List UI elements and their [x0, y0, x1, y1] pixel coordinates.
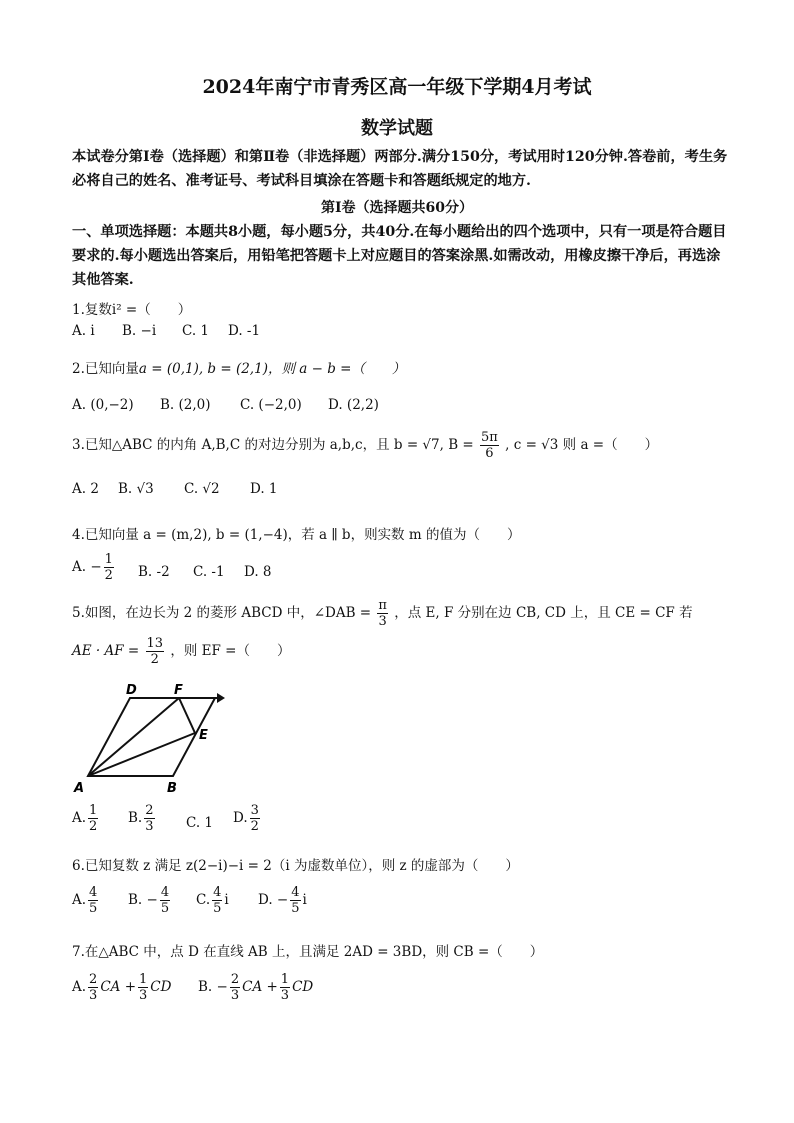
- label-e: E: [199, 728, 208, 743]
- q6-option-c-label: C.: [196, 892, 211, 908]
- q6-option-a: [72, 885, 100, 916]
- q5-option-b: [128, 803, 157, 834]
- q5-option-a-num: 1: [89, 803, 98, 818]
- q6-option-c-suffix: i: [224, 892, 229, 908]
- q6-option-d-suffix: i: [302, 892, 307, 908]
- question-5: [72, 598, 693, 629]
- q5-option-a: [72, 803, 100, 834]
- exam-intro: 本试卷分第Ⅰ卷（选择题）和第Ⅱ卷（非选择题）两部分.满分150分，考试用时120分钟.答卷前，考生务必将自己的姓名、准考证号、考试科目填涂在答题卡和答题纸规定的地方.: [72, 149, 728, 189]
- q7-b-term2: CD: [292, 979, 314, 995]
- q6-option-c-den: 5: [213, 901, 222, 916]
- q5-option-b-num: 2: [145, 803, 154, 818]
- q3-option-b: B. √3: [118, 481, 154, 497]
- segment-af: [88, 698, 179, 776]
- arrow-head-icon: [217, 693, 225, 703]
- q7-a-num2: 1: [139, 972, 148, 987]
- q7-b-den2: 3: [280, 988, 290, 1003]
- q4-option-a-num: 1: [104, 552, 113, 567]
- label-b: B: [167, 781, 177, 796]
- q7-a-den2: 3: [139, 988, 148, 1003]
- q7-option-b-label: B. −: [198, 979, 228, 995]
- q6-option-d-den: 5: [291, 901, 300, 916]
- exam-title: 2024年南宁市青秀区高一年级下学期4月考试: [202, 76, 592, 98]
- section1-instructions: 一、单项选择题：本题共8小题，每小题5分，共40分.在每小题给出的四个选项中，只有一项是符合题目要求的.每小题选出答案后，用铅笔把答题卡上对应题目的答案涂黑.如需改动，用橡皮擦干净后，再选涂其他答案.: [72, 224, 727, 288]
- question-7: 7.在△ABC 中，点 D 在直线 AB 上，且满足 2AD = 3BD，则 CB =（ ）: [72, 944, 544, 960]
- question-4: 4.已知向量 a = (m,2), b = (1,−4)，若 a ∥ b，则实数 m 的值为（ ）: [72, 527, 521, 543]
- q2-option-a: A. (0,−2): [72, 397, 134, 413]
- q5-line2-den: 2: [150, 652, 159, 667]
- q7-a-num1: 2: [89, 972, 98, 987]
- label-a: A: [74, 781, 85, 796]
- q4-option-a-den: 2: [104, 568, 113, 583]
- q7-option-a-label: A.: [72, 979, 87, 995]
- q5-stem-a: 5.如图，在边长为 2 的菱形 ABCD 中，∠DAB =: [72, 605, 372, 621]
- q5-option-b-label: B.: [128, 810, 143, 826]
- q5-line2-a: AE · AF =: [72, 643, 140, 659]
- q4-option-a-sign: A. −: [72, 559, 102, 575]
- label-d: D: [126, 683, 137, 698]
- q6-option-a-num: 4: [89, 885, 98, 900]
- q6-option-d-num: 4: [291, 885, 300, 900]
- question-2: [72, 357, 405, 377]
- label-f: F: [174, 683, 183, 698]
- q1-option-c: C. 1: [182, 323, 210, 339]
- q7-b-num2: 1: [280, 972, 290, 987]
- q5-line2-num: 13: [146, 636, 164, 651]
- question-1: 1.复数i² =（ ）: [72, 302, 192, 318]
- segment-ae: [88, 733, 195, 776]
- question-5-line2: [72, 636, 290, 667]
- q3-frac-den: 6: [485, 446, 494, 461]
- q5-option-a-label: A.: [72, 810, 87, 826]
- q7-b-term1: CA +: [242, 979, 278, 995]
- q5-option-d-label: D.: [233, 810, 248, 826]
- q4-option-c: C. -1: [193, 564, 225, 580]
- rhombus-figure: [70, 678, 240, 798]
- q6-option-a-label: A.: [72, 892, 87, 908]
- q4-option-a: [72, 552, 116, 583]
- q1-option-a: A. i: [72, 323, 95, 339]
- part1-heading: 第Ⅰ卷（选择题共60分）: [320, 200, 474, 216]
- q3-option-d: D. 1: [250, 481, 278, 497]
- q6-option-c-num: 4: [213, 885, 222, 900]
- q5-option-b-den: 3: [145, 819, 154, 834]
- question-3: [72, 430, 658, 461]
- exam-subtitle: 数学试题: [361, 118, 433, 139]
- q5-frac-num: π: [378, 598, 387, 613]
- q5-option-d-num: 3: [250, 803, 259, 818]
- q2-stem-body: a = (0,1), b = (2,1)，则 a − b =（ ）: [138, 361, 406, 377]
- q6-option-d: [258, 885, 307, 916]
- q3-stem-b: , c = √3 则 a =（ ）: [505, 437, 659, 453]
- q6-option-b-den: 5: [160, 901, 170, 916]
- q7-a-term2: CD: [150, 979, 172, 995]
- q6-option-d-label: D. −: [258, 892, 289, 908]
- q7-b-num1: 2: [230, 972, 240, 987]
- q5-line2-b: ，则 EF =（ ）: [170, 643, 291, 659]
- q6-option-a-den: 5: [89, 901, 98, 916]
- q2-option-c: C. (−2,0): [240, 397, 302, 413]
- q5-option-a-den: 2: [89, 819, 98, 834]
- q5-option-c: C. 1: [186, 815, 214, 831]
- q5-frac-den: 3: [378, 614, 387, 629]
- q6-option-b-num: 4: [160, 885, 170, 900]
- segment-fe: [179, 698, 195, 733]
- q1-option-b: B. −i: [122, 323, 157, 339]
- q2-stem-prefix: 2.已知向量: [72, 361, 139, 377]
- q2-option-d: D. (2,2): [328, 397, 379, 413]
- q3-stem-a: 3.已知△ABC 的内角 A,B,C 的对边分别为 a,b,c，且 b = √7, B =: [72, 437, 474, 453]
- q5-option-d: [233, 803, 262, 834]
- q2-option-b: B. (2,0): [160, 397, 211, 413]
- q3-frac-num: 5π: [481, 430, 498, 445]
- q7-a-den1: 3: [89, 988, 98, 1003]
- q5-stem-b: ，点 E, F 分别在边 CB, CD 上，且 CE = CF 若: [394, 605, 693, 621]
- q6-option-b: [128, 885, 172, 916]
- q7-option-b: [198, 972, 313, 1003]
- q6-option-b-label: B. −: [128, 892, 158, 908]
- q4-option-d: D. 8: [244, 564, 272, 580]
- q6-option-c: [196, 885, 229, 916]
- q7-b-den1: 3: [230, 988, 240, 1003]
- question-6: 6.已知复数 z 满足 z(2−i)−i = 2（i 为虚数单位），则 z 的虚部为（ ）: [72, 858, 519, 874]
- q3-option-c: C. √2: [184, 481, 220, 497]
- q3-option-a: A. 2: [72, 481, 99, 497]
- rhombus-abcd: [88, 698, 215, 776]
- q4-option-b: B. -2: [138, 564, 170, 580]
- q7-option-a: [72, 972, 171, 1003]
- q1-option-d: D. -1: [228, 323, 261, 339]
- q5-option-d-den: 2: [250, 819, 259, 834]
- q7-a-term1: CA +: [100, 979, 137, 995]
